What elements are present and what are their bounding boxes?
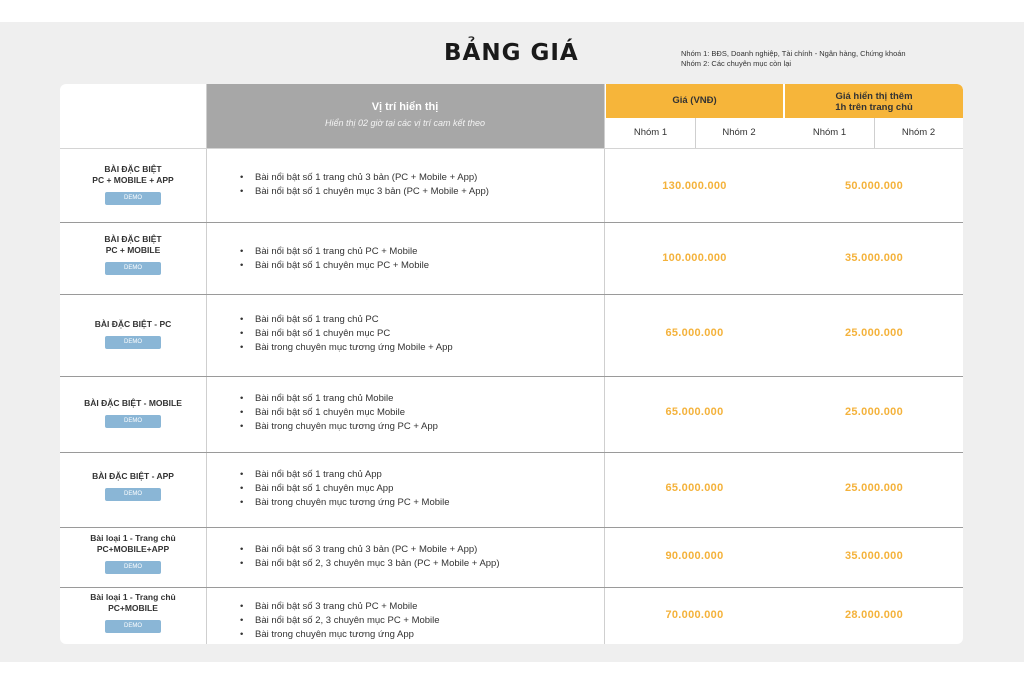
list-item: • Bài trong chuyên mục tương ứng PC + App (240, 420, 438, 434)
list-item: • Bài trong chuyên mục tương ứng PC + Mobile (240, 496, 450, 510)
note-group-2: Nhóm 2: Các chuyên mục còn lại (681, 59, 792, 68)
header-extra-price (785, 84, 963, 118)
divider (695, 118, 696, 148)
package-name: BÀI ĐẶC BIỆT PC + MOBILE + APP DEMO (60, 149, 206, 222)
demo-button[interactable]: DEMO (105, 488, 161, 501)
package-name: Bài loại 1 - Trang chủ PC+MOBILE DEMO (60, 588, 206, 644)
list-item: • Bài nổi bật số 1 trang chủ App (240, 468, 450, 482)
header-position-title: Vị trí hiển thị (371, 101, 439, 113)
demo-button[interactable]: DEMO (105, 620, 161, 633)
price-value: 130.000.000 (662, 180, 727, 192)
page-background (0, 22, 1024, 662)
price-table (60, 84, 963, 644)
extra-price-value: 28.000.000 (844, 609, 904, 621)
table-row (60, 453, 963, 527)
price-value: 65.000.000 (665, 327, 724, 339)
table-row (60, 295, 963, 376)
list-item: • Bài nổi bật số 1 chuyên mục PC (240, 327, 453, 341)
demo-button[interactable]: DEMO (105, 192, 161, 205)
list-item: • Bài nổi bật số 3 trang chủ 3 bản (PC + Mobile + App) (240, 543, 500, 557)
extra-price-value: 25.000.000 (844, 327, 904, 339)
feature-list (240, 171, 489, 199)
list-item: • Bài nổi bật số 1 trang chủ Mobile (240, 392, 438, 406)
header-position-subtitle: Hiển thị 02 giờ tại các vị trí cam kết theo (324, 118, 485, 128)
package-name: BÀI ĐẶC BIỆT PC + MOBILE DEMO (60, 223, 206, 294)
header-price: Giá (VNĐ) (606, 84, 783, 118)
extra-price-value: 25.000.000 (844, 482, 904, 494)
header-extra-line2: 1h trên trang chủ (835, 102, 913, 113)
header-position (206, 84, 604, 148)
extra-price-value: 35.000.000 (844, 252, 904, 264)
extra-price-value: 50.000.000 (844, 180, 904, 192)
demo-button[interactable]: DEMO (105, 415, 161, 428)
price-value: 65.000.000 (665, 406, 724, 418)
list-item: • Bài nổi bật số 2, 3 chuyên mục 3 bản (PC + Mobile + App) (240, 557, 500, 571)
list-item: • Bài trong chuyên mục tương ứng Mobile + App (240, 341, 453, 355)
feature-list (240, 313, 453, 355)
package-name: BÀI ĐẶC BIỆT - APP DEMO (60, 453, 206, 527)
table-row (60, 377, 963, 452)
list-item: • Bài nổi bật số 1 chuyên mục 3 bản (PC + Mobile + App) (240, 185, 489, 199)
price-value: 65.000.000 (665, 482, 724, 494)
note-group-1: Nhóm 1: BĐS, Doanh nghiệp, Tài chính - Ngân hàng, Chứng khoán (681, 49, 906, 58)
header-extra-group2: Nhóm 2 (901, 127, 936, 138)
list-item: • Bài trong chuyên mục tương ứng App (240, 628, 440, 642)
table-row (60, 149, 963, 222)
table-row (60, 223, 963, 294)
package-name: BÀI ĐẶC BIỆT - PC DEMO (60, 295, 206, 376)
extra-price-value: 35.000.000 (844, 550, 904, 562)
package-name: BÀI ĐẶC BIỆT - MOBILE DEMO (60, 377, 206, 452)
list-item: • Bài nổi bật số 1 chuyên mục Mobile (240, 406, 438, 420)
list-item: • Bài nổi bật số 1 trang chủ PC + Mobile (240, 245, 429, 259)
feature-list (240, 245, 429, 273)
list-item: • Bài nổi bật số 2, 3 chuyên mục PC + Mobile (240, 614, 440, 628)
header-extra-group1: Nhóm 1 (812, 127, 847, 138)
header-price-group1: Nhóm 1 (633, 127, 668, 138)
demo-button[interactable]: DEMO (105, 336, 161, 349)
feature-list (240, 468, 450, 510)
list-item: • Bài nổi bật số 1 chuyên mục App (240, 482, 450, 496)
list-item: • Bài nổi bật số 3 trang chủ PC + Mobile (240, 600, 440, 614)
price-value: 70.000.000 (665, 609, 724, 621)
package-name: Bài loại 1 - Trang chủ PC+MOBILE+APP DEMO (60, 528, 206, 587)
list-item: • Bài nổi bật số 1 chuyên mục PC + Mobile (240, 259, 429, 273)
table-row (60, 528, 963, 587)
page-title: BẢNG GIÁ (444, 40, 579, 66)
feature-list (240, 392, 438, 434)
header-extra-line1: Giá hiển thị thêm (835, 91, 913, 102)
feature-list (240, 600, 440, 642)
price-value: 90.000.000 (665, 550, 724, 562)
demo-button[interactable]: DEMO (105, 262, 161, 275)
list-item: • Bài nổi bật số 1 trang chủ 3 bản (PC + Mobile + App) (240, 171, 489, 185)
demo-button[interactable]: DEMO (105, 561, 161, 574)
group-notes (681, 49, 906, 69)
feature-list (240, 543, 500, 571)
list-item: • Bài nổi bật số 1 trang chủ PC (240, 313, 453, 327)
price-value: 100.000.000 (662, 252, 727, 264)
divider (874, 118, 875, 148)
extra-price-value: 25.000.000 (844, 406, 904, 418)
table-row (60, 588, 963, 644)
header-price-group2: Nhóm 2 (722, 127, 756, 138)
